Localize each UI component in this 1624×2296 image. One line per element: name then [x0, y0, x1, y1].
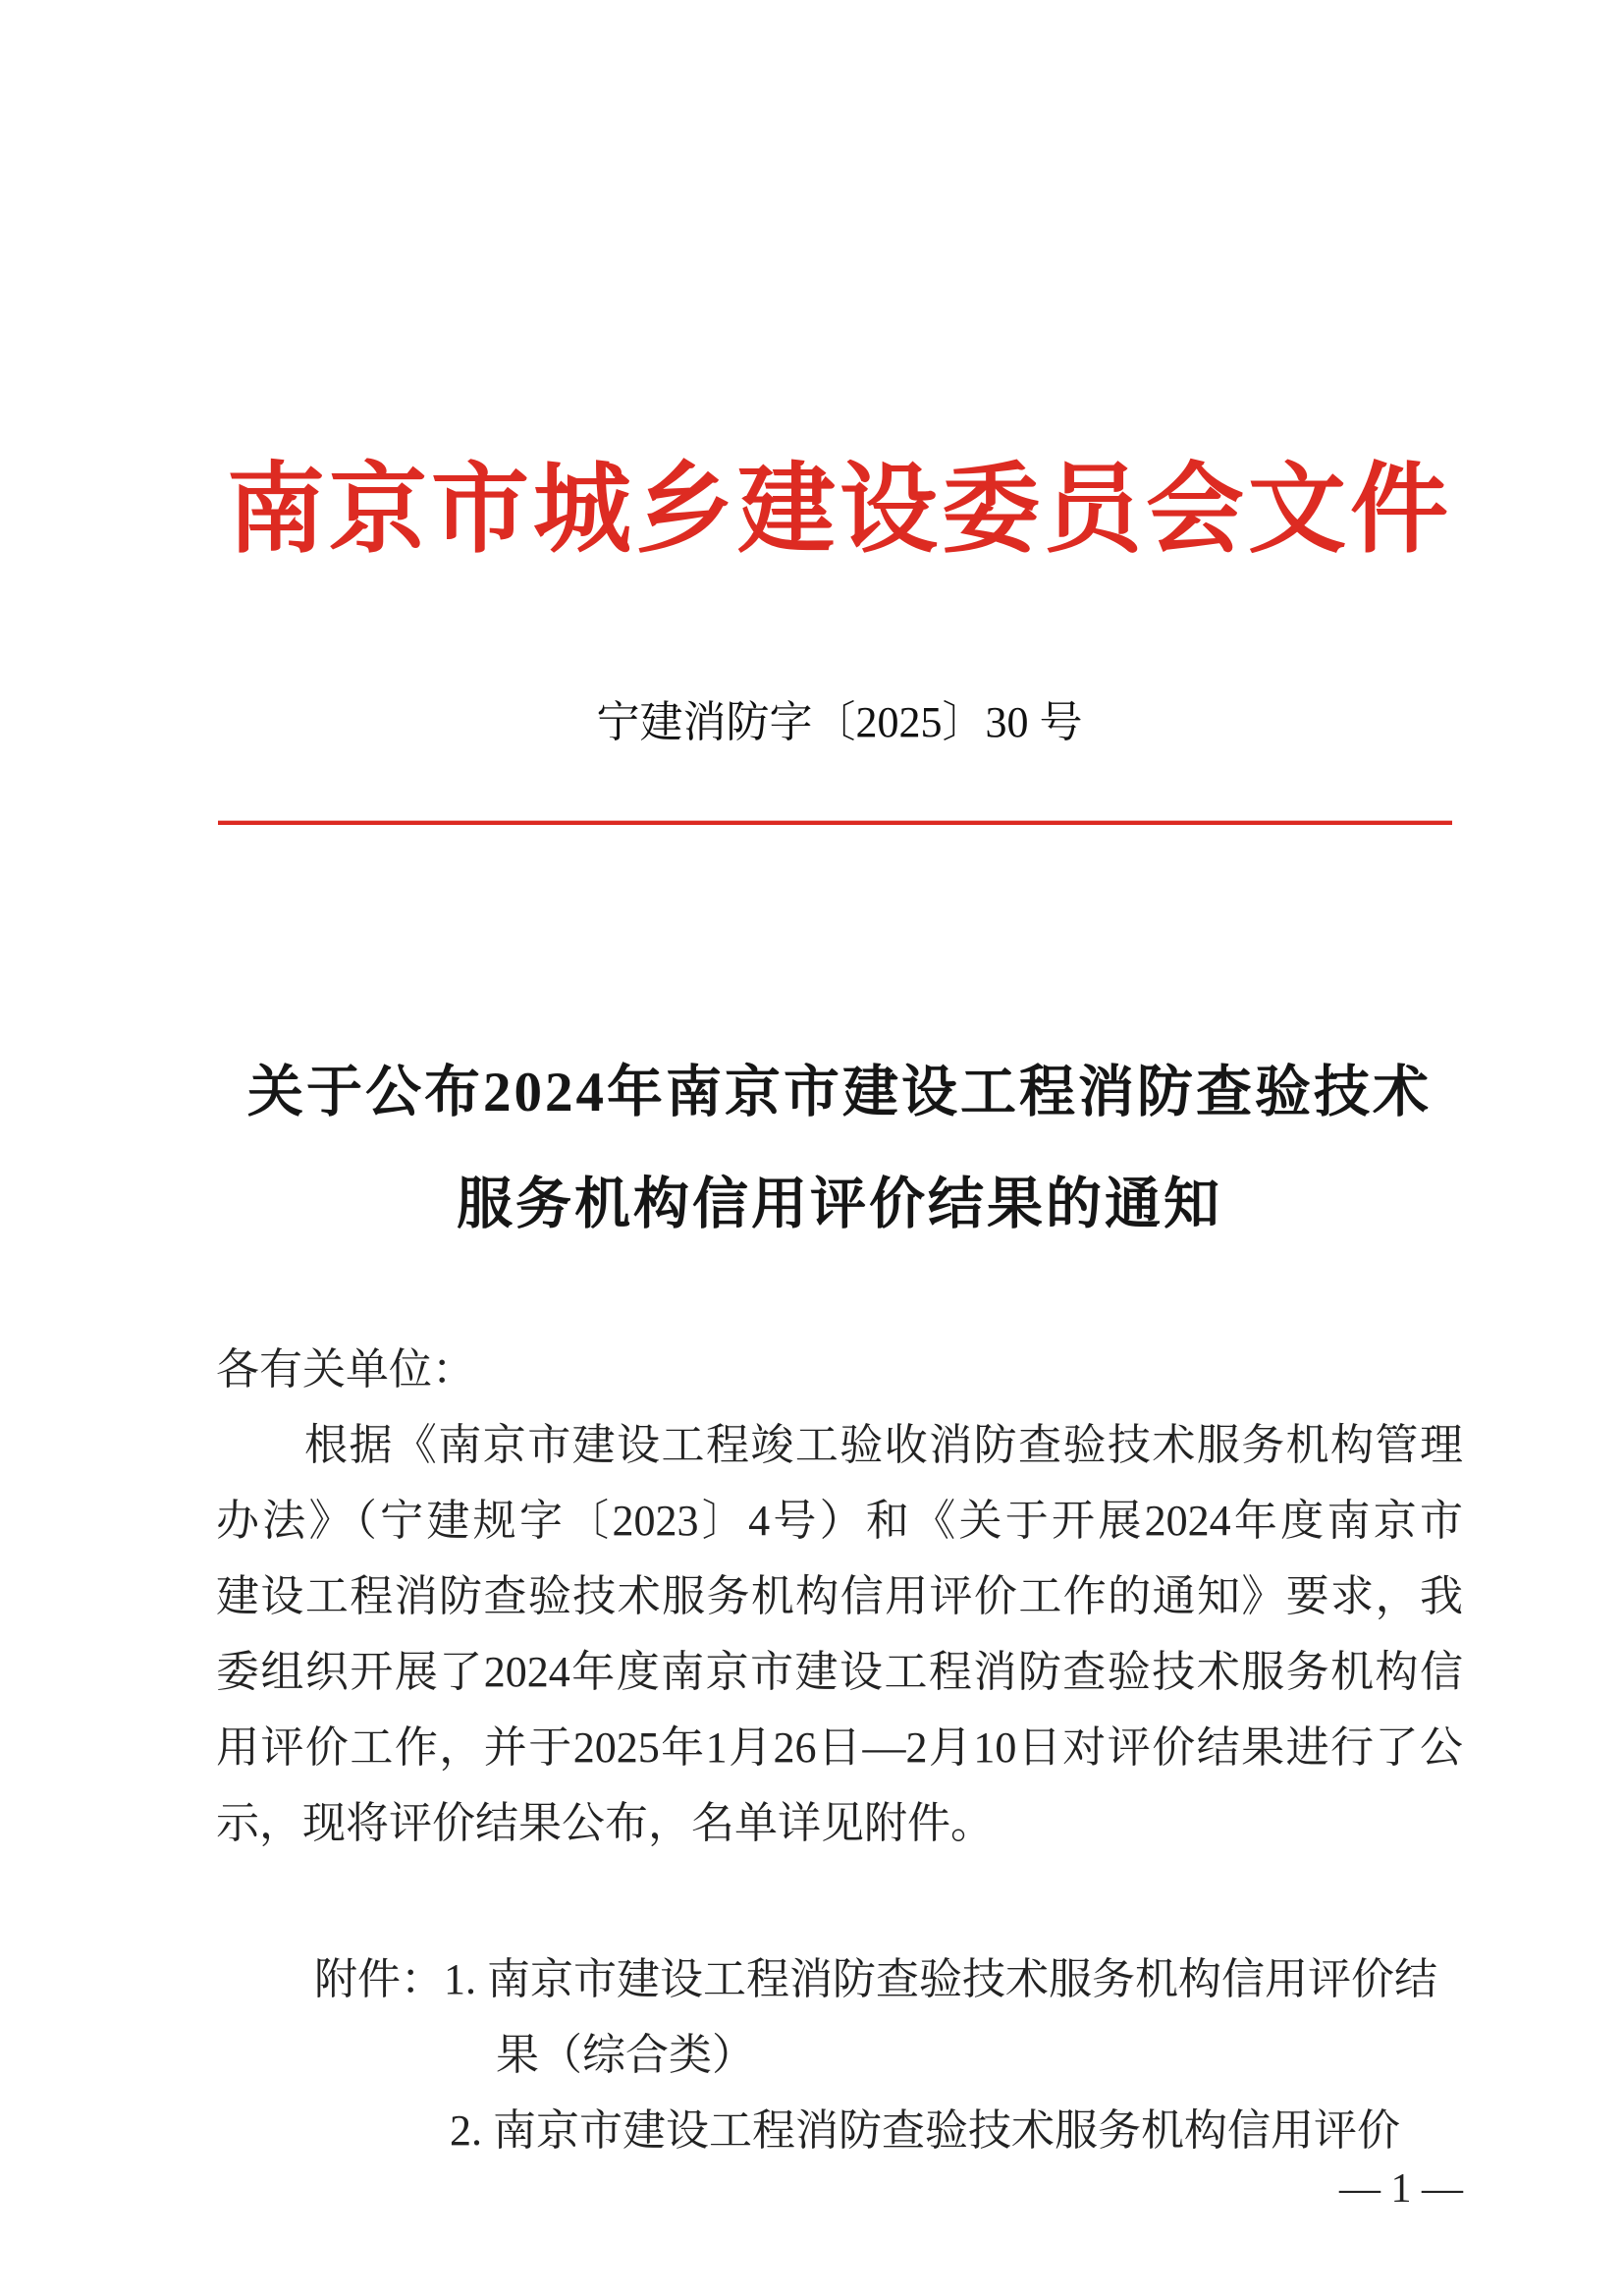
- body-paragraph-line: 建设工程消防查验技术服务机构信用评价工作的通知》要求，我: [216, 1572, 1463, 1620]
- red-separator-line: [218, 820, 1452, 825]
- page-number: — 1 —: [1339, 2166, 1463, 2212]
- body-paragraph-line: 示，现将评价结果公布，名单详见附件。: [216, 1799, 994, 1847]
- document-title-line-2: 服务机构信用评价结果的通知: [457, 1174, 1222, 1235]
- body-paragraph-line: 用评价工作，并于2025年1月26日—2月10日对评价结果进行了公: [216, 1723, 1463, 1772]
- document-title: [216, 1037, 1463, 1261]
- attachment-item-2: 2. 南京市建设工程消防查验技术服务机构信用评价: [450, 2106, 1400, 2155]
- attachment-item-1-line-2: 果（综合类）: [496, 2031, 755, 2079]
- attachment-item-1-line-1: 附件：1. 南京市建设工程消防查验技术服务机构信用评价结: [314, 1955, 1437, 2003]
- document-reference-number: 宁建消防字〔2025〕30 号: [596, 698, 1083, 746]
- body-paragraph-line: 委组织开展了2024年度南京市建设工程消防查验技术服务机构信: [216, 1648, 1463, 1696]
- body-paragraph-line: 办法》（宁建规字〔2023〕4号）和《关于开展2024年度南京市: [216, 1497, 1463, 1545]
- document-header-org-title: 南京市城乡建设委员会文件: [227, 456, 1452, 565]
- document-title-line-1: 关于公布2024年南京市建设工程消防查验技术: [247, 1062, 1432, 1123]
- document-body: [216, 1332, 1463, 1861]
- body-paragraph-line: 根据《南京市建设工程竣工验收消防查验技术服务机构管理: [304, 1421, 1463, 1469]
- salutation-line: 各有关单位：: [216, 1345, 475, 1394]
- attachments-list: [216, 1941, 1463, 2168]
